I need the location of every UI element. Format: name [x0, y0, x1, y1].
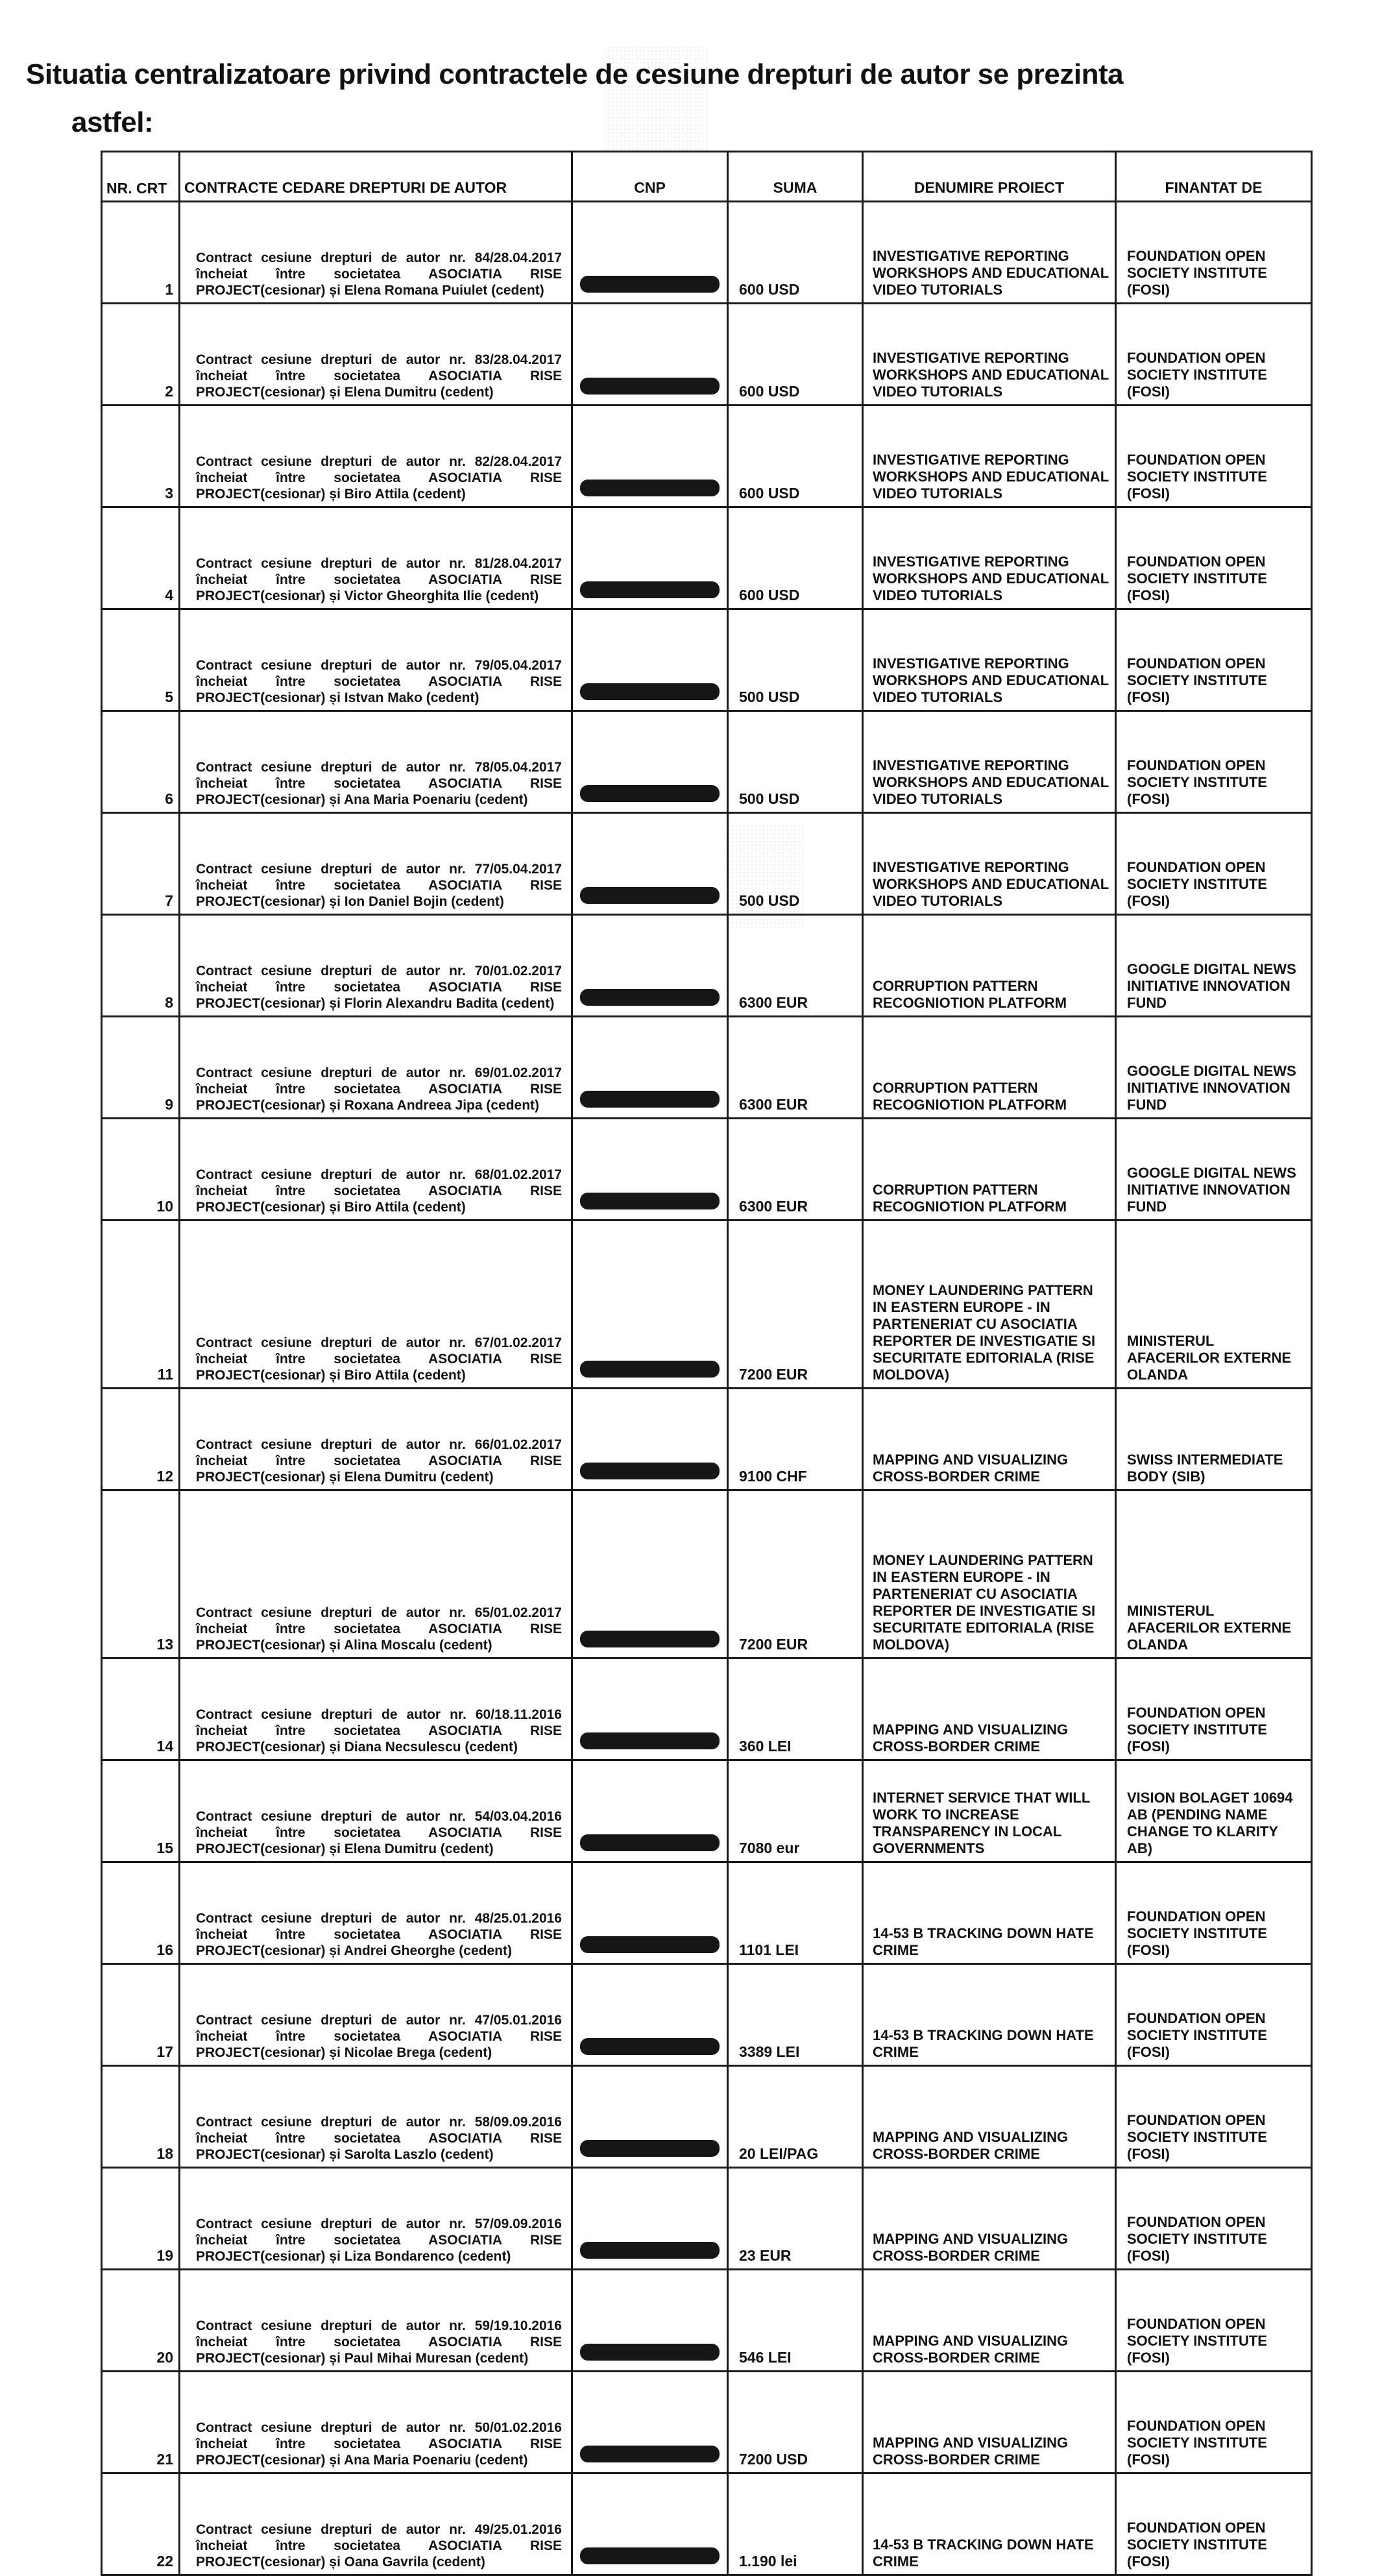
table-row [102, 2168, 1312, 2270]
cnp-cell [572, 1659, 728, 1760]
row-number: 2 [102, 304, 180, 406]
column-header-cnp: CNP [572, 152, 728, 202]
funder-cell: FOUNDATION OPEN SOCIETY INSTITUTE (FOSI) [1116, 1862, 1312, 1964]
column-header-contract: CONTRACTE CEDARE DREPTURI DE AUTOR [180, 152, 572, 202]
project-name-cell: MONEY LAUNDERING PATTERN IN EASTERN EUROPE - IN PARTENERIAT CU ASOCIATIA REPORTER DE INVESTIGATIE SI SECURITATE EDITORIALA (RISE MOLDOVA) [863, 1221, 1116, 1389]
table-body [102, 202, 1312, 2575]
cnp-cell [572, 1017, 728, 1119]
contract-description: Contract cesiune drepturi de autor nr. 58/09.09.2016 încheiat între societatea ASOCIATIA RISE PROJECT(cesionar) și Sarolta Laszlo (cedent) [180, 2066, 572, 2168]
funder-cell: FOUNDATION OPEN SOCIETY INSTITUTE (FOSI) [1116, 2270, 1312, 2372]
funder-cell: GOOGLE DIGITAL NEWS INITIATIVE INNOVATION FUND [1116, 1017, 1312, 1119]
redaction-mark [580, 2242, 720, 2259]
cnp-cell [572, 1862, 728, 1964]
contract-description: Contract cesiune drepturi de autor nr. 67/01.02.2017 încheiat între societatea ASOCIATIA RISE PROJECT(cesionar) și Biro Attila (cedent) [180, 1221, 572, 1389]
cnp-cell [572, 202, 728, 304]
project-name-cell: INTERNET SERVICE THAT WILL WORK TO INCREASE TRANSPARENCY IN LOCAL GOVERNMENTS [863, 1760, 1116, 1862]
funder-cell: FOUNDATION OPEN SOCIETY INSTITUTE (FOSI) [1116, 813, 1312, 915]
redaction-mark [580, 2344, 720, 2361]
project-name-cell: 14-53 B TRACKING DOWN HATE CRIME [863, 2473, 1116, 2575]
funder-cell: FOUNDATION OPEN SOCIETY INSTITUTE (FOSI) [1116, 1964, 1312, 2066]
funder-cell: FOUNDATION OPEN SOCIETY INSTITUTE (FOSI) [1116, 2372, 1312, 2473]
cnp-cell [572, 1119, 728, 1221]
row-number: 7 [102, 813, 180, 915]
project-name-cell: INVESTIGATIVE REPORTING WORKSHOPS AND EDUCATIONAL VIDEO TUTORIALS [863, 202, 1116, 304]
row-number: 1 [102, 202, 180, 304]
column-header-proiect: DENUMIRE PROIECT [863, 152, 1116, 202]
cnp-cell [572, 1221, 728, 1389]
table-row [102, 2270, 1312, 2372]
row-number: 22 [102, 2473, 180, 2575]
project-name-cell: INVESTIGATIVE REPORTING WORKSHOPS AND EDUCATIONAL VIDEO TUTORIALS [863, 406, 1116, 507]
cnp-cell [572, 813, 728, 915]
cnp-cell [572, 406, 728, 507]
funder-cell: FOUNDATION OPEN SOCIETY INSTITUTE (FOSI) [1116, 2168, 1312, 2270]
amount-cell: 7200 EUR [728, 1490, 863, 1659]
contract-description: Contract cesiune drepturi de autor nr. 78/05.04.2017 încheiat între societatea ASOCIATIA RISE PROJECT(cesionar) și Ana Maria Poenariu (cedent) [180, 711, 572, 813]
cnp-cell [572, 2168, 728, 2270]
redaction-mark [580, 1361, 720, 1378]
amount-cell: 546 LEI [728, 2270, 863, 2372]
contract-description: Contract cesiune drepturi de autor nr. 70/01.02.2017 încheiat între societatea ASOCIATIA RISE PROJECT(cesionar) și Florin Alexandru Badita (cedent) [180, 915, 572, 1017]
row-number: 20 [102, 2270, 180, 2372]
table-row [102, 1659, 1312, 1760]
column-header-nr: NR. CRT [102, 152, 180, 202]
table-row [102, 2066, 1312, 2168]
table-row [102, 1221, 1312, 1389]
table-row [102, 1017, 1312, 1119]
amount-cell: 600 USD [728, 304, 863, 406]
row-number: 21 [102, 2372, 180, 2473]
contract-description: Contract cesiune drepturi de autor nr. 79/05.04.2017 încheiat între societatea ASOCIATIA RISE PROJECT(cesionar) și Istvan Mako (cedent) [180, 609, 572, 711]
amount-cell: 600 USD [728, 507, 863, 609]
cnp-cell [572, 2270, 728, 2372]
funder-cell: FOUNDATION OPEN SOCIETY INSTITUTE (FOSI) [1116, 202, 1312, 304]
row-number: 12 [102, 1389, 180, 1490]
row-number: 18 [102, 2066, 180, 2168]
redaction-mark [580, 1193, 720, 1209]
project-name-cell: INVESTIGATIVE REPORTING WORKSHOPS AND EDUCATIONAL VIDEO TUTORIALS [863, 609, 1116, 711]
project-name-cell: CORRUPTION PATTERN RECOGNIOTION PLATFORM [863, 1017, 1116, 1119]
amount-cell: 500 USD [728, 711, 863, 813]
redaction-mark [580, 480, 720, 496]
funder-cell: FOUNDATION OPEN SOCIETY INSTITUTE (FOSI) [1116, 609, 1312, 711]
table-row [102, 813, 1312, 915]
redaction-mark [580, 1936, 720, 1953]
table-row [102, 1389, 1312, 1490]
redaction-mark [580, 887, 720, 904]
amount-cell: 7200 USD [728, 2372, 863, 2473]
heading-line-1: Situatia centralizatoare privind contractele de cesiune drepturi de autor se prezinta [26, 58, 1124, 90]
row-number: 3 [102, 406, 180, 507]
amount-cell: 6300 EUR [728, 915, 863, 1017]
redaction-mark [580, 276, 720, 293]
contract-description: Contract cesiune drepturi de autor nr. 48/25.01.2016 încheiat între societatea ASOCIATIA RISE PROJECT(cesionar) și Andrei Gheorghe (cedent) [180, 1862, 572, 1964]
funder-cell: GOOGLE DIGITAL NEWS INITIATIVE INNOVATION FUND [1116, 915, 1312, 1017]
table-row [102, 202, 1312, 304]
amount-cell: 1.190 lei [728, 2473, 863, 2575]
project-name-cell: MAPPING AND VISUALIZING CROSS-BORDER CRIME [863, 1389, 1116, 1490]
cnp-cell [572, 507, 728, 609]
amount-cell: 3389 LEI [728, 1964, 863, 2066]
redaction-mark [580, 1834, 720, 1851]
cnp-cell [572, 1490, 728, 1659]
project-name-cell: 14-53 B TRACKING DOWN HATE CRIME [863, 1964, 1116, 2066]
cnp-cell [572, 711, 728, 813]
project-name-cell: MAPPING AND VISUALIZING CROSS-BORDER CRIME [863, 2066, 1116, 2168]
redaction-mark [580, 785, 720, 802]
funder-cell: GOOGLE DIGITAL NEWS INITIATIVE INNOVATION FUND [1116, 1119, 1312, 1221]
project-name-cell: INVESTIGATIVE REPORTING WORKSHOPS AND EDUCATIONAL VIDEO TUTORIALS [863, 507, 1116, 609]
row-number: 4 [102, 507, 180, 609]
amount-cell: 6300 EUR [728, 1017, 863, 1119]
cnp-cell [572, 1760, 728, 1862]
amount-cell: 360 LEI [728, 1659, 863, 1760]
funder-cell: MINISTERUL AFACERILOR EXTERNE OLANDA [1116, 1490, 1312, 1659]
table-row [102, 711, 1312, 813]
amount-cell: 23 EUR [728, 2168, 863, 2270]
contract-description: Contract cesiune drepturi de autor nr. 65/01.02.2017 încheiat între societatea ASOCIATIA RISE PROJECT(cesionar) și Alina Moscalu (cedent) [180, 1490, 572, 1659]
funder-cell: FOUNDATION OPEN SOCIETY INSTITUTE (FOSI) [1116, 2473, 1312, 2575]
cnp-cell [572, 2372, 728, 2473]
redaction-mark [580, 989, 720, 1006]
amount-cell: 6300 EUR [728, 1119, 863, 1221]
table-row [102, 1119, 1312, 1221]
row-number: 8 [102, 915, 180, 1017]
table-header-row [102, 152, 1312, 202]
project-name-cell: 14-53 B TRACKING DOWN HATE CRIME [863, 1862, 1116, 1964]
contract-description: Contract cesiune drepturi de autor nr. 54/03.04.2016 încheiat între societatea ASOCIATIA RISE PROJECT(cesionar) și Elena Dumitru (cedent) [180, 1760, 572, 1862]
column-header-suma: SUMA [728, 152, 863, 202]
row-number: 5 [102, 609, 180, 711]
contract-description: Contract cesiune drepturi de autor nr. 60/18.11.2016 încheiat între societatea ASOCIATIA RISE PROJECT(cesionar) și Diana Necsulescu (cedent) [180, 1659, 572, 1760]
table-row [102, 1862, 1312, 1964]
contract-description: Contract cesiune drepturi de autor nr. 83/28.04.2017 încheiat între societatea ASOCIATIA RISE PROJECT(cesionar) și Elena Dumitru (cedent) [180, 304, 572, 406]
project-name-cell: INVESTIGATIVE REPORTING WORKSHOPS AND EDUCATIONAL VIDEO TUTORIALS [863, 813, 1116, 915]
contract-description: Contract cesiune drepturi de autor nr. 66/01.02.2017 încheiat între societatea ASOCIATIA RISE PROJECT(cesionar) și Elena Dumitru (cedent) [180, 1389, 572, 1490]
contract-description: Contract cesiune drepturi de autor nr. 77/05.04.2017 încheiat între societatea ASOCIATIA RISE PROJECT(cesionar) și Ion Daniel Bojin (cedent) [180, 813, 572, 915]
cnp-cell [572, 304, 728, 406]
table-row [102, 304, 1312, 406]
redaction-mark [580, 1732, 720, 1749]
contract-description: Contract cesiune drepturi de autor nr. 81/28.04.2017 încheiat între societatea ASOCIATIA RISE PROJECT(cesionar) și Victor Gheorghita Ilie (cedent) [180, 507, 572, 609]
funder-cell: SWISS INTERMEDIATE BODY (SIB) [1116, 1389, 1312, 1490]
funder-cell: FOUNDATION OPEN SOCIETY INSTITUTE (FOSI) [1116, 304, 1312, 406]
row-number: 19 [102, 2168, 180, 2270]
contracts-table [101, 151, 1313, 2576]
project-name-cell: CORRUPTION PATTERN RECOGNIOTION PLATFORM [863, 1119, 1116, 1221]
table-row [102, 406, 1312, 507]
contract-description: Contract cesiune drepturi de autor nr. 47/05.01.2016 încheiat între societatea ASOCIATIA RISE PROJECT(cesionar) și Nicolae Brega (cedent) [180, 1964, 572, 2066]
redaction-mark [580, 2547, 720, 2564]
cnp-cell [572, 915, 728, 1017]
redaction-mark [580, 683, 720, 700]
table-row [102, 915, 1312, 1017]
funder-cell: FOUNDATION OPEN SOCIETY INSTITUTE (FOSI) [1116, 507, 1312, 609]
redaction-mark [580, 2140, 720, 2157]
redaction-mark [580, 2446, 720, 2462]
row-number: 14 [102, 1659, 180, 1760]
table-row [102, 1760, 1312, 1862]
table-row [102, 2473, 1312, 2575]
contract-description: Contract cesiune drepturi de autor nr. 82/28.04.2017 încheiat între societatea ASOCIATIA RISE PROJECT(cesionar) și Biro Attila (cedent) [180, 406, 572, 507]
heading-line-2: astfel: [71, 106, 154, 138]
funder-cell: FOUNDATION OPEN SOCIETY INSTITUTE (FOSI) [1116, 711, 1312, 813]
project-name-cell: MONEY LAUNDERING PATTERN IN EASTERN EUROPE - IN PARTENERIAT CU ASOCIATIA REPORTER DE INVESTIGATIE SI SECURITATE EDITORIALA (RISE MOLDOVA) [863, 1490, 1116, 1659]
row-number: 11 [102, 1221, 180, 1389]
redaction-mark [580, 378, 720, 395]
table-row [102, 1964, 1312, 2066]
project-name-cell: MAPPING AND VISUALIZING CROSS-BORDER CRIME [863, 2270, 1116, 2372]
redaction-mark [580, 581, 720, 598]
contract-description: Contract cesiune drepturi de autor nr. 49/25.01.2016 încheiat între societatea ASOCIATIA RISE PROJECT(cesionar) și Oana Gavrila (cedent) [180, 2473, 572, 2575]
project-name-cell: CORRUPTION PATTERN RECOGNIOTION PLATFORM [863, 915, 1116, 1017]
project-name-cell: MAPPING AND VISUALIZING CROSS-BORDER CRIME [863, 1659, 1116, 1760]
row-number: 9 [102, 1017, 180, 1119]
project-name-cell: INVESTIGATIVE REPORTING WORKSHOPS AND EDUCATIONAL VIDEO TUTORIALS [863, 304, 1116, 406]
amount-cell: 7080 eur [728, 1760, 863, 1862]
contract-description: Contract cesiune drepturi de autor nr. 69/01.02.2017 încheiat între societatea ASOCIATIA RISE PROJECT(cesionar) și Roxana Andreea Jipa (cedent) [180, 1017, 572, 1119]
row-number: 10 [102, 1119, 180, 1221]
contract-description: Contract cesiune drepturi de autor nr. 68/01.02.2017 încheiat între societatea ASOCIATIA RISE PROJECT(cesionar) și Biro Attila (cedent) [180, 1119, 572, 1221]
project-name-cell: INVESTIGATIVE REPORTING WORKSHOPS AND EDUCATIONAL VIDEO TUTORIALS [863, 711, 1116, 813]
table-row [102, 2372, 1312, 2473]
redaction-mark [580, 1463, 720, 1479]
document-heading [26, 51, 1375, 147]
cnp-cell [572, 2473, 728, 2575]
redaction-mark [580, 2038, 720, 2055]
table-row [102, 1490, 1312, 1659]
amount-cell: 500 USD [728, 609, 863, 711]
row-number: 17 [102, 1964, 180, 2066]
cnp-cell [572, 1964, 728, 2066]
funder-cell: FOUNDATION OPEN SOCIETY INSTITUTE (FOSI) [1116, 1659, 1312, 1760]
cnp-cell [572, 1389, 728, 1490]
funder-cell: MINISTERUL AFACERILOR EXTERNE OLANDA [1116, 1221, 1312, 1389]
project-name-cell: MAPPING AND VISUALIZING CROSS-BORDER CRIME [863, 2168, 1116, 2270]
amount-cell: 500 USD [728, 813, 863, 915]
contract-description: Contract cesiune drepturi de autor nr. 50/01.02.2016 încheiat între societatea ASOCIATIA RISE PROJECT(cesionar) și Ana Maria Poenariu (cedent) [180, 2372, 572, 2473]
table-row [102, 507, 1312, 609]
redaction-mark [580, 1631, 720, 1647]
contract-description: Contract cesiune drepturi de autor nr. 84/28.04.2017 încheiat între societatea ASOCIATIA RISE PROJECT(cesionar) și Elena Romana Puiulet (cedent) [180, 202, 572, 304]
funder-cell: FOUNDATION OPEN SOCIETY INSTITUTE (FOSI) [1116, 2066, 1312, 2168]
funder-cell: VISION BOLAGET 10694 AB (PENDING NAME CHANGE TO KLARITY AB) [1116, 1760, 1312, 1862]
amount-cell: 20 LEI/PAG [728, 2066, 863, 2168]
table-row [102, 609, 1312, 711]
amount-cell: 9100 CHF [728, 1389, 863, 1490]
row-number: 6 [102, 711, 180, 813]
project-name-cell: MAPPING AND VISUALIZING CROSS-BORDER CRIME [863, 2372, 1116, 2473]
row-number: 16 [102, 1862, 180, 1964]
amount-cell: 1101 LEI [728, 1862, 863, 1964]
contract-description: Contract cesiune drepturi de autor nr. 57/09.09.2016 încheiat între societatea ASOCIATIA RISE PROJECT(cesionar) și Liza Bondarenco (cedent) [180, 2168, 572, 2270]
column-header-finantat: FINANTAT DE [1116, 152, 1312, 202]
redaction-mark [580, 1091, 720, 1108]
row-number: 13 [102, 1490, 180, 1659]
amount-cell: 600 USD [728, 202, 863, 304]
funder-cell: FOUNDATION OPEN SOCIETY INSTITUTE (FOSI) [1116, 406, 1312, 507]
cnp-cell [572, 2066, 728, 2168]
amount-cell: 600 USD [728, 406, 863, 507]
row-number: 15 [102, 1760, 180, 1862]
cnp-cell [572, 609, 728, 711]
amount-cell: 7200 EUR [728, 1221, 863, 1389]
contract-description: Contract cesiune drepturi de autor nr. 59/19.10.2016 încheiat între societatea ASOCIATIA RISE PROJECT(cesionar) și Paul Mihai Muresan (cedent) [180, 2270, 572, 2372]
